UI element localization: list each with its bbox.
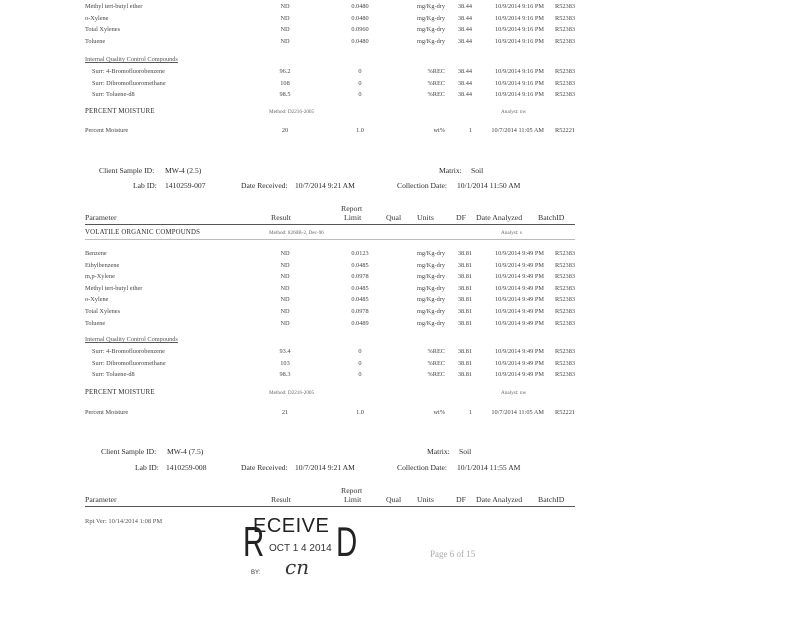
table-row <box>85 294 575 305</box>
units-cell: mg/Kg-dry <box>417 37 445 45</box>
units-cell: mg/Kg-dry <box>417 3 445 10</box>
parameter-cell: m,p-Xylene <box>85 273 115 281</box>
table-row <box>85 125 575 136</box>
units-cell: mg/Kg-dry <box>417 273 445 281</box>
table-row <box>85 369 575 380</box>
parameter-cell: Ethylbenzene <box>85 261 120 269</box>
date-received: 10/7/2014 9:21 AM <box>295 463 355 472</box>
qc-subheading-top: Internal Quality Control Compounds <box>85 56 178 63</box>
df-cell: 38.81 <box>457 308 472 315</box>
parameter-cell: Methyl tert-butyl ether <box>85 3 143 10</box>
date-analyzed-cell: 10/9/2014 9:16 PM <box>495 91 544 98</box>
parameter-cell: o-Xylene <box>85 14 109 22</box>
lab-id-label: Lab ID: <box>135 463 159 472</box>
table-row <box>85 248 575 259</box>
analyst-label: Analyst: nw <box>501 109 527 115</box>
units-cell: wt% <box>433 127 445 134</box>
df-cell: 1 <box>468 409 472 416</box>
parameter-cell: o-Xylene <box>85 296 109 304</box>
units-cell: %REC <box>427 68 445 75</box>
result-cell: ND <box>280 284 290 292</box>
report-limit-cell: 0.0485 <box>351 261 369 269</box>
report-limit-cell: 1.0 <box>356 127 364 134</box>
units-cell: mg/Kg-dry <box>417 296 445 304</box>
section-title: PERCENT MOISTURE <box>85 108 155 115</box>
batch-id-cell: R52383 <box>555 3 575 10</box>
date-analyzed-cell: 10/9/2014 9:16 PM <box>495 14 544 22</box>
stamp-received-text: ECEIVE <box>253 515 330 537</box>
report-limit-cell: 1.0 <box>356 409 364 416</box>
batch-id-cell: R52383 <box>555 359 575 367</box>
table-row <box>85 36 575 47</box>
date-analyzed-cell: 10/9/2014 9:16 PM <box>495 3 544 10</box>
date-analyzed-cell: 10/9/2014 9:16 PM <box>495 37 544 45</box>
result-cell: ND <box>280 250 290 257</box>
report-version: Rpt Ver: 10/14/2014 1:08 PM <box>85 518 163 525</box>
col-qual: Qual <box>386 495 402 504</box>
report-limit-cell: 0 <box>358 79 362 87</box>
units-cell: %REC <box>427 359 445 367</box>
result-cell: ND <box>280 26 290 33</box>
parameter-cell: Toluene <box>85 319 106 327</box>
parameter-cell: Surr: 4-Bromofluorobenzene <box>92 68 165 75</box>
date-received-label: Date Received: <box>241 463 288 472</box>
received-stamp <box>243 515 358 585</box>
batch-id-cell: R52383 <box>555 79 575 87</box>
units-cell: %REC <box>427 79 445 87</box>
parameter-cell: Toluene <box>85 37 106 45</box>
batch-id-cell: R52383 <box>555 261 575 269</box>
method-label: Method: D2216-2005 <box>269 109 315 115</box>
matrix-label: Matrix: <box>427 447 450 456</box>
date-analyzed-cell: 10/9/2014 9:16 PM <box>495 26 544 33</box>
date-analyzed-cell: 10/9/2014 9:49 PM <box>495 371 544 379</box>
result-cell: 98.3 <box>279 371 291 379</box>
date-analyzed-cell: 10/9/2014 9:49 PM <box>495 296 544 304</box>
batch-id-cell: R52383 <box>555 296 575 304</box>
df-cell: 38.44 <box>457 79 472 87</box>
stamp-date: OCT 1 4 2014 <box>269 543 332 554</box>
report-limit-cell: 0.0485 <box>351 296 369 304</box>
units-cell: mg/Kg-dry <box>417 261 445 269</box>
date-analyzed-cell: 10/9/2014 9:49 PM <box>495 308 544 315</box>
batch-id-cell: R52383 <box>555 91 575 98</box>
batch-id-cell: R52383 <box>555 26 575 33</box>
method-label: Method: 8260B-2, Dec-96 <box>269 230 324 236</box>
table-row <box>85 89 575 100</box>
analyst-label: Analyst: nw <box>501 390 527 396</box>
report-limit-cell: 0.0978 <box>351 273 369 281</box>
table-row <box>85 346 575 357</box>
date-analyzed-cell: 10/9/2014 9:49 PM <box>495 359 544 367</box>
col-batch: BatchID <box>538 495 565 504</box>
batch-id-cell: R52383 <box>555 319 575 327</box>
col-parameter: Parameter <box>85 495 117 504</box>
report-limit-cell: 0.0960 <box>351 26 369 33</box>
result-cell: ND <box>280 308 290 315</box>
date-analyzed-cell: 10/9/2014 9:49 PM <box>495 319 544 327</box>
parameter-cell: Methyl tert-butyl ether <box>85 284 143 292</box>
date-analyzed-cell: 10/9/2014 9:49 PM <box>495 348 544 355</box>
col-limit: Limit <box>344 495 362 504</box>
result-cell: ND <box>280 296 290 304</box>
result-cell: 20 <box>281 127 289 134</box>
lab-id-label: Lab ID: <box>133 181 157 190</box>
col-report: Report <box>341 486 363 495</box>
column-header-row-1 <box>85 204 575 225</box>
report-limit-cell: 0.0480 <box>351 37 369 45</box>
matrix-label: Matrix: <box>439 166 462 175</box>
units-cell: mg/Kg-dry <box>417 26 445 33</box>
units-cell: %REC <box>427 91 445 98</box>
col-limit: Limit <box>344 213 362 222</box>
date-analyzed-cell: 10/9/2014 9:49 PM <box>495 273 544 281</box>
report-limit-cell: 0 <box>358 348 362 355</box>
table-row <box>85 283 575 294</box>
table-row <box>85 66 575 77</box>
col-units: Units <box>417 213 434 222</box>
batch-id-cell: R52383 <box>555 348 575 355</box>
report-limit-cell: 0.0480 <box>351 14 369 22</box>
client-sample-label: Client Sample ID: <box>99 166 155 175</box>
report-limit-cell: 0.0480 <box>351 3 369 10</box>
analyst-label: Analyst: s <box>501 230 522 236</box>
qc-subheading-1: Internal Quality Control Compounds <box>85 336 178 343</box>
report-limit-cell: 0 <box>358 91 362 98</box>
df-cell: 38.81 <box>457 284 472 292</box>
stamp-by-label: BY: <box>251 570 261 576</box>
batch-id-cell: R52383 <box>555 68 575 75</box>
batch-id-cell: R52383 <box>555 14 575 22</box>
df-cell: 38.44 <box>457 91 472 98</box>
table-row <box>85 13 575 24</box>
report-limit-cell: 0 <box>358 68 362 75</box>
result-cell: 96.2 <box>279 68 291 75</box>
lab-id: 1410259-008 <box>166 463 207 472</box>
parameter-cell: Surr: 4-Bromofluorobenzene <box>92 348 165 355</box>
top-moisture-header <box>85 106 575 118</box>
col-result: Result <box>271 495 291 504</box>
table-row <box>85 358 575 369</box>
df-cell: 38.81 <box>457 273 472 281</box>
result-cell: 103 <box>280 359 290 367</box>
result-cell: ND <box>280 319 290 327</box>
result-cell: ND <box>280 14 290 22</box>
section-title: PERCENT MOISTURE <box>85 389 155 396</box>
units-cell: mg/Kg-dry <box>417 308 445 315</box>
df-cell: 38.81 <box>457 371 472 379</box>
stamp-initials: cn <box>285 555 310 579</box>
collection-date-label: Collection Date: <box>397 463 447 472</box>
method-label: Method: D2216-2005 <box>269 390 315 396</box>
parameter-cell: Benzene <box>85 250 107 257</box>
result-cell: 98.5 <box>279 91 291 98</box>
table-row <box>85 24 575 35</box>
batch-id-cell: R52383 <box>555 371 575 379</box>
moisture-header-1 <box>85 387 575 399</box>
df-cell: 38.44 <box>457 37 472 45</box>
result-cell: 93.4 <box>279 348 291 355</box>
parameter-cell: Percent Moisture <box>85 409 129 416</box>
df-cell: 1 <box>468 127 472 134</box>
table-row <box>85 318 575 329</box>
batch-id-cell: R52383 <box>555 308 575 315</box>
date-analyzed-cell: 10/9/2014 9:16 PM <box>495 79 544 87</box>
df-cell: 38.44 <box>457 14 472 22</box>
col-batch: BatchID <box>538 213 565 222</box>
collection-date-label: Collection Date: <box>397 181 447 190</box>
units-cell: %REC <box>427 371 445 379</box>
parameter-cell: Surr: Toluene-d8 <box>92 371 135 379</box>
parameter-cell: Total Xylenes <box>85 26 121 33</box>
matrix-value: Soil <box>471 166 484 175</box>
date-analyzed-cell: 10/9/2014 9:16 PM <box>495 68 544 75</box>
result-cell: ND <box>280 273 290 281</box>
col-qual: Qual <box>386 213 402 222</box>
report-limit-cell: 0.0489 <box>351 319 369 327</box>
result-cell: ND <box>280 261 290 269</box>
table-row <box>85 306 575 317</box>
batch-id-cell: R52221 <box>555 409 575 416</box>
units-cell: mg/Kg-dry <box>417 14 445 22</box>
client-sample-id: MW-4 (7.5) <box>167 447 204 456</box>
table-row <box>85 78 575 89</box>
lab-id: 1410259-007 <box>165 181 206 190</box>
date-received: 10/7/2014 9:21 AM <box>295 181 355 190</box>
table-row <box>85 271 575 282</box>
section-title: VOLATILE ORGANIC COMPOUNDS <box>85 229 201 236</box>
col-units: Units <box>417 495 434 504</box>
df-cell: 38.81 <box>457 359 472 367</box>
parameter-cell: Surr: Dibromofluoromethane <box>92 359 166 367</box>
batch-id-cell: R52383 <box>555 284 575 292</box>
col-report: Report <box>341 204 363 213</box>
result-cell: 21 <box>281 409 289 416</box>
parameter-cell: Total Xylenes <box>85 308 121 315</box>
date-analyzed-cell: 10/9/2014 9:49 PM <box>495 261 544 269</box>
batch-id-cell: R52221 <box>555 127 575 134</box>
units-cell: mg/Kg-dry <box>417 250 445 257</box>
result-cell: 108 <box>280 79 290 87</box>
col-date-analyzed: Date Analyzed <box>476 213 523 222</box>
units-cell: %REC <box>427 348 445 355</box>
date-analyzed-cell: 10/9/2014 9:49 PM <box>495 250 544 257</box>
batch-id-cell: R52383 <box>555 37 575 45</box>
date-received-label: Date Received: <box>241 181 288 190</box>
col-df: DF <box>456 495 466 504</box>
report-limit-cell: 0.0123 <box>351 250 369 257</box>
column-header-row-2 <box>85 486 575 507</box>
table-row <box>85 407 575 418</box>
voc-section-header-1 <box>85 227 575 240</box>
df-cell: 38.44 <box>457 26 472 33</box>
parameter-cell: Percent Moisture <box>85 127 129 134</box>
parameter-cell: Surr: Toluene-d8 <box>92 91 135 98</box>
matrix-value: Soil <box>459 447 472 456</box>
collection-date: 10/1/2014 11:50 AM <box>457 181 521 190</box>
report-limit-cell: 0.0978 <box>351 308 369 315</box>
df-cell: 38.81 <box>457 250 472 257</box>
df-cell: 38.81 <box>457 261 472 269</box>
col-result: Result <box>271 213 291 222</box>
batch-id-cell: R52383 <box>555 273 575 281</box>
collection-date: 10/1/2014 11:55 AM <box>457 463 521 472</box>
df-cell: 38.81 <box>457 296 472 304</box>
report-limit-cell: 0.0485 <box>351 284 369 292</box>
col-parameter: Parameter <box>85 213 117 222</box>
result-cell: ND <box>280 3 290 10</box>
units-cell: wt% <box>433 409 445 416</box>
col-df: DF <box>456 213 466 222</box>
date-analyzed-cell: 10/7/2014 11:05 AM <box>491 409 544 416</box>
batch-id-cell: R52383 <box>555 250 575 257</box>
stamp-letter-d: D <box>336 518 358 565</box>
df-cell: 38.81 <box>457 319 472 327</box>
report-limit-cell: 0 <box>358 359 362 367</box>
report-limit-cell: 0 <box>358 371 362 379</box>
parameter-cell: Surr: Dibromofluoromethane <box>92 79 166 87</box>
units-cell: mg/Kg-dry <box>417 319 445 327</box>
client-sample-id: MW-4 (2.5) <box>165 166 202 175</box>
df-cell: 38.44 <box>457 3 472 10</box>
table-row <box>85 260 575 271</box>
table-row <box>85 1 575 12</box>
df-cell: 38.81 <box>457 348 472 355</box>
col-date-analyzed: Date Analyzed <box>476 495 523 504</box>
stamp-letter-r: R <box>243 518 265 565</box>
date-analyzed-cell: 10/9/2014 9:49 PM <box>495 284 544 292</box>
df-cell: 38.44 <box>457 68 472 75</box>
result-cell: ND <box>280 37 290 45</box>
date-analyzed-cell: 10/7/2014 11:05 AM <box>491 127 544 134</box>
page-number: Page 6 of 15 <box>430 549 476 559</box>
units-cell: mg/Kg-dry <box>417 284 445 292</box>
client-sample-label: Client Sample ID: <box>101 447 157 456</box>
